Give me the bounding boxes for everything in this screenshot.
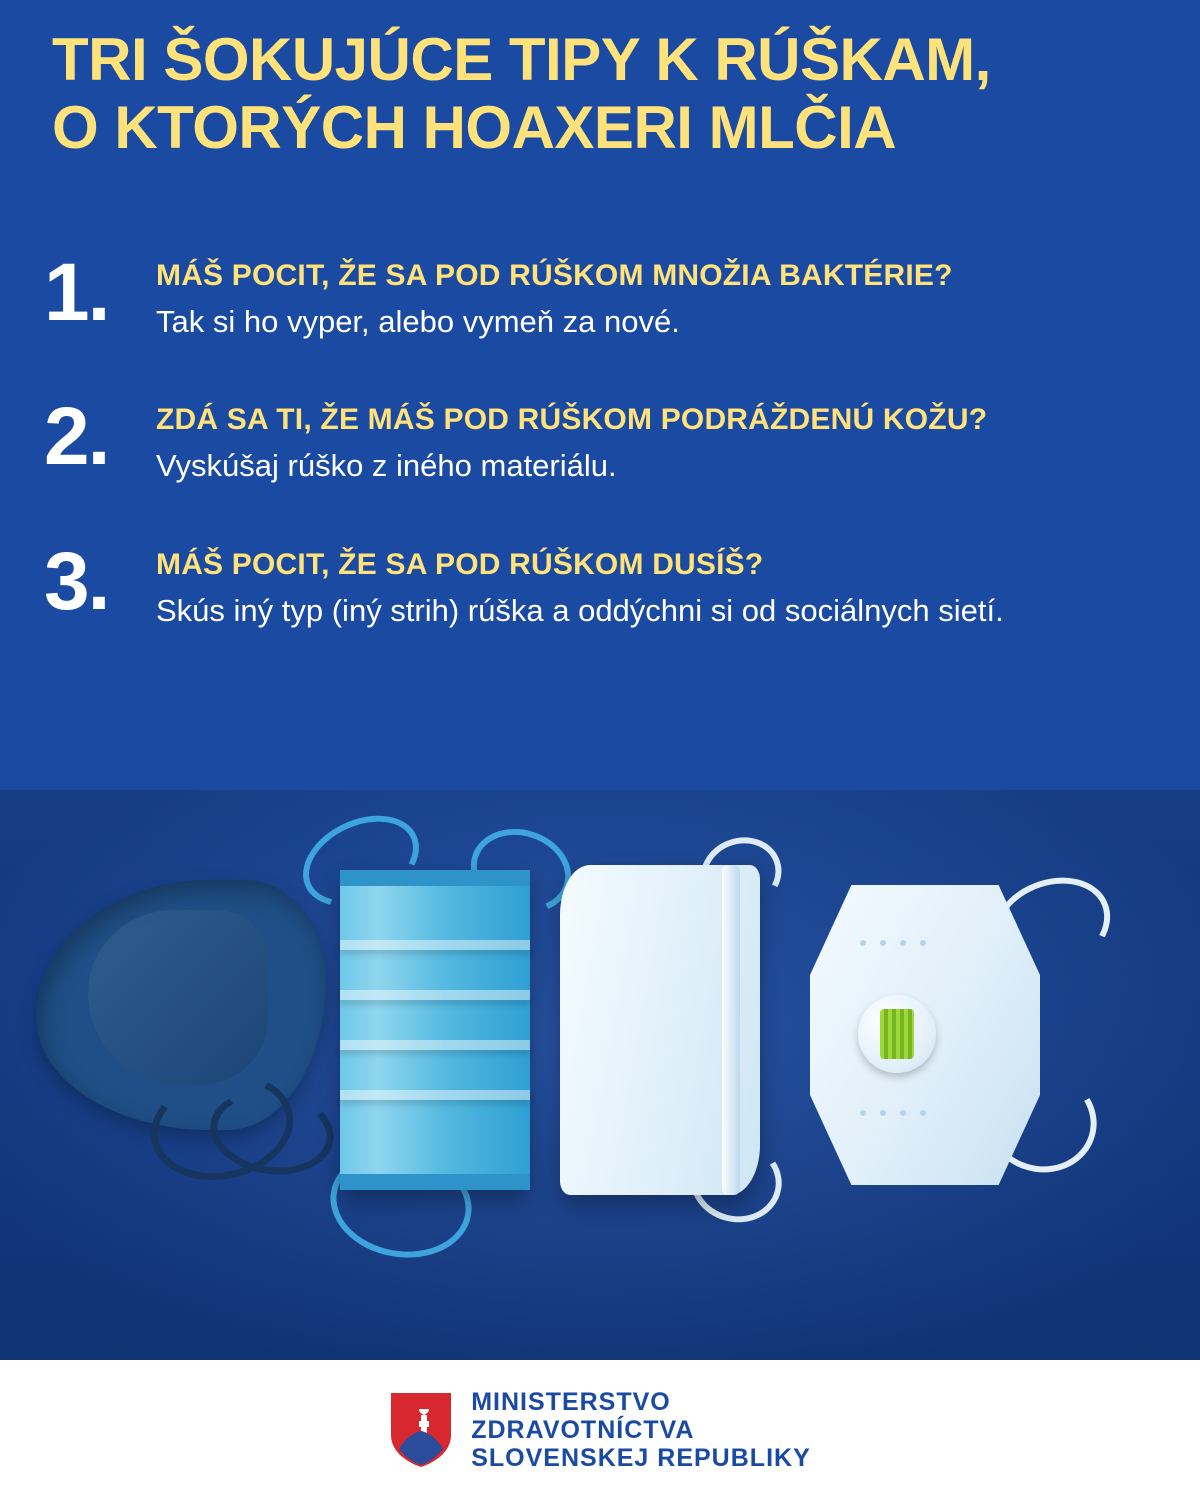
tip-heading: ZDÁ SA TI, ŽE MÁŠ POD RÚŠKOM PODRÁŽDENÚ KOŽU?: [156, 403, 988, 437]
mask-pleat: [340, 1040, 530, 1050]
respirator-valve-icon: [858, 995, 936, 1073]
mask-pleat: [340, 990, 530, 1000]
tip-body: [156, 384, 1160, 486]
respirator-stitch-dot: [880, 940, 886, 946]
respirator-stitch-dot: [900, 940, 906, 946]
title-line-1: TRI ŠOKUJÚCE TIPY K RÚŠKAM,: [52, 26, 991, 93]
surgical-mask-icon: [340, 870, 530, 1190]
respirator-stitch-dot: [860, 940, 866, 946]
tip-heading: MÁŠ POCIT, ŽE SA POD RÚŠKOM DUSÍŠ?: [156, 547, 764, 581]
tip-heading: MÁŠ POCIT, ŽE SA POD RÚŠKOM MNOŽIA BAKTÉRIE?: [156, 259, 953, 292]
respirator-stitch-dot: [920, 1110, 926, 1116]
mask-seam: [722, 865, 740, 1195]
tip-number: 3.: [44, 535, 109, 627]
ffp2-flat-mask-icon: [560, 865, 760, 1195]
footer: [0, 1360, 1200, 1500]
ministry-name: [471, 1388, 811, 1472]
list-item: [0, 240, 1200, 342]
ministry-line-3: SLOVENSKEJ REPUBLIKY: [471, 1444, 811, 1472]
masks-photo: [0, 790, 1200, 1360]
tips-list: [0, 240, 1200, 673]
tip-text: Skús iný typ (iný strih) rúška a oddýchni si od sociálnych sietí.: [156, 592, 1004, 628]
mask-edge: [340, 1174, 530, 1190]
ministry-line-2: ZDRAVOTNÍCTVA: [471, 1416, 695, 1444]
tip-number: 1.: [44, 247, 109, 338]
respirator-stitch-dot: [920, 940, 926, 946]
tip-number: 2.: [44, 391, 109, 483]
tip-text: Vyskúšaj rúško z iného materiálu.: [156, 448, 617, 484]
title-line-2: O KTORÝCH HOAXERI MLČIA: [52, 94, 897, 162]
list-item: [0, 529, 1200, 631]
slovak-coat-of-arms-icon: [389, 1391, 453, 1469]
respirator-stitch-dot: [880, 1110, 886, 1116]
ministry-line-1: MINISTERSTVO: [471, 1388, 671, 1416]
mask-pleat: [340, 940, 530, 950]
list-item: [0, 384, 1200, 486]
mask-edge: [340, 870, 530, 886]
page-title: [52, 26, 1152, 163]
ministry-logo: [389, 1388, 811, 1472]
respirator-stitch-dot: [860, 1110, 866, 1116]
tip-body: [156, 529, 1160, 631]
tip-text: Tak si ho vyper, alebo vymeň za nové.: [156, 304, 680, 339]
respirator-stitch-dot: [900, 1110, 906, 1116]
tip-body: [156, 240, 1160, 342]
mask-pleat: [340, 1090, 530, 1100]
